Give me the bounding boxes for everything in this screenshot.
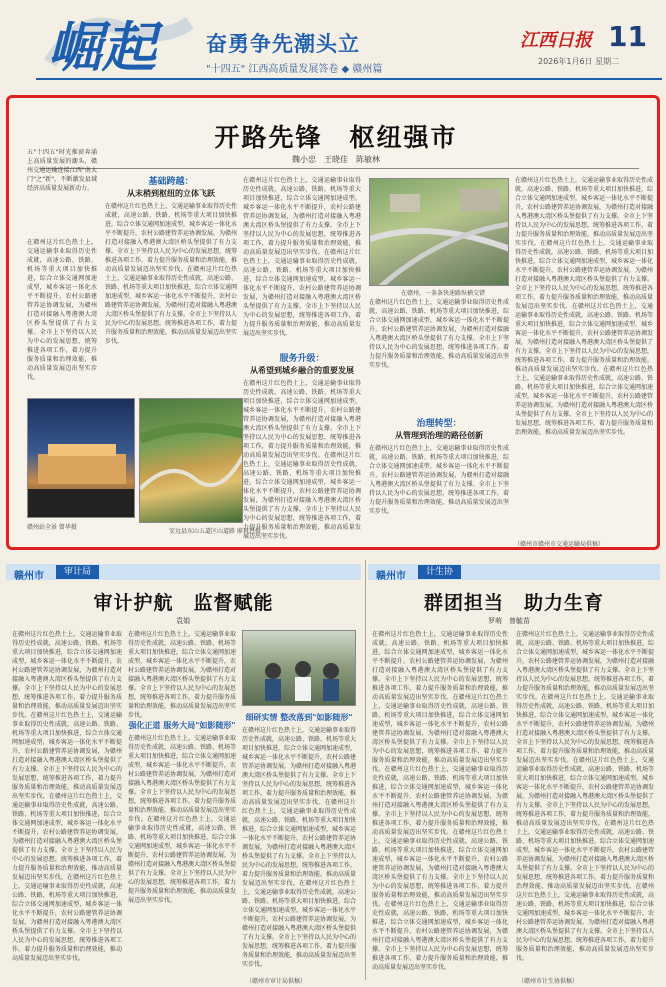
body-column-1	[105, 176, 237, 396]
masthead	[0, 0, 666, 90]
body-text: 在赣州这片红色热土上，交通运输事业取得历史性成就，高速公路、铁路、机场等重大项目加快推进，综合立体交通网加速成型，城乡客运一体化水平不断提升，农村公路建管养运协调发展，为赣州打造对接融入粤港澳大湾区桥头堡提供了有力支撑。全市上下坚持以人民为中心的发展思想，统筹推进各项工作，着力提升服务质量和治理效能，推动高质量发展迈出坚实步伐。	[516, 631, 654, 701]
body-text: 在赣州这片红色热土上，交通运输事业取得历史性成就，高速公路、铁路、机场等重大项目加快推进，综合立体交通网加速成型，城乡客运一体化水平不断提升，农村公路建管养运协调发展，为赣州打造对接融入粤港澳大湾区桥头堡提供了有力支撑。全市上下坚持以人民为中心的发展思想，统筹推进各项工作，着力提升服务质量和治理效能，推动高质量发展迈出坚实步伐。	[128, 631, 236, 719]
fp-credit: （赣州市计生协供稿）	[518, 978, 579, 985]
audit-column-3	[242, 712, 356, 982]
body-text: 在赣州这片红色热土上，交通运输事业取得历史性成就，高速公路、铁路、机场等重大项目加快推进，综合立体交通网加速成型，城乡客运一体化水平不断提升，农村公路建管养运协调发展，为赣州打造对接融入粤港澳大湾区桥头堡提供了有力支撑。全市上下坚持以人民为中心的发展思想，统筹推进各项工作，着力提升服务质量和治理效能，推动高质量发展迈出坚实步伐。	[516, 757, 654, 827]
masthead-subtitle: "十四五" 江西高质量发展答卷 ◆ 赣州篇	[206, 64, 383, 75]
brand-brush-text: 崛起	[48, 15, 156, 78]
audit-column-2	[128, 630, 236, 980]
photo-mountain-road	[139, 398, 243, 523]
body-text: 在赣州这片红色热土上，交通运输事业取得历史性成就，高速公路、铁路、机场等重大项目加快推进，综合立体交通网加速成型，城乡客运一体化水平不断提升，农村公路建管养运协调发展，为赣州打造对接融入粤港澳大湾区桥头堡提供了有力支撑。全市上下坚持以人民为中心的发展思想，统筹推进各项工作，着力提升服务质量和治理效能，推动高质量发展迈出坚实步伐。	[372, 694, 508, 773]
issue-date: 2026年1月6日 星期二	[538, 57, 620, 66]
section-subheading-1: 从末梢到枢纽的立体飞跃	[127, 189, 215, 198]
section-heading-3: 治理转型：	[416, 419, 462, 429]
body-text: 在赣州这片红色热土上，交通运输事业取得历史性成就，高速公路、铁路、机场等重大项目加快推进，综合立体交通网加速成型，城乡客运一体化水平不断提升，农村公路建管养运协调发展，为赣州打造对接融入粤港澳大湾区桥头堡提供了有力支撑。全市上下坚持以人民为中心的发展思想，统筹推进各项工作，着力提升服务质量和治理效能，推动高质量发展迈出坚实步伐。	[372, 631, 508, 701]
body-text: 在赣州这片红色热土上，交通运输事业取得历史性成就，高速公路、铁路、机场等重大项目加快推进，综合立体交通网加速成型，城乡客运一体化水平不断提升，农村公路建管养运协调发展，为赣州打造对接融入粤港澳大湾区桥头堡提供了有力支撑。全市上下坚持以人民为中心的发展思想，统筹推进各项工作，着力提升服务质量和治理效能，推动高质量发展迈出坚实步伐。	[242, 799, 356, 887]
body-column-5	[369, 418, 509, 543]
body-text: 在赣州这片红色热土上，交通运输事业取得历史性成就，高速公路、铁路、机场等重大项目加快推进，综合立体交通网加速成型，城乡客运一体化水平不断提升，农村公路建管养运协调发展，为赣州打造对接融入粤港澳大湾区桥头堡提供了有力支撑。全市上下坚持以人民为中心的发展思想，统筹推进各项工作，着力提升服务质量和治理效能，推动高质量发展迈出坚实步伐。	[12, 712, 122, 800]
caption-highway: 在赣州，一条条快速路纵横交错	[401, 290, 486, 297]
body-text: 在赣州这片红色热土上，交通运输事业取得历史性成就，高速公路、铁路、机场等重大项目加快推进，综合立体交通网加速成型，城乡客运一体化水平不断提升，农村公路建管养运协调发展，为赣州打造对接融入粤港澳大湾区桥头堡提供了有力支撑。全市上下坚持以人民为中心的发展思想，统筹推进各项工作，着力提升服务质量和治理效能，推动高质量发展迈出坚实步伐。	[243, 177, 361, 256]
body-text: 在赣州这片红色热土上，交通运输事业取得历史性成就，高速公路、铁路、机场等重大项目加快推进，综合立体交通网加速成型，城乡客运一体化水平不断提升，农村公路建管养运协调发展，为赣州打造对接融入粤港澳大湾区桥头堡提供了有力支撑。全市上下坚持以人民为中心的发展思想，统筹推进各项工作，着力提升服务质量和治理效能，推动高质量发展迈出坚实步伐。	[242, 727, 356, 806]
body-text: 在赣州这片红色热土上，交通运输事业取得历史性成就，高速公路、铁路、机场等重大项目加快推进，综合立体交通网加速成型，城乡客运一体化水平不断提升，农村公路建管养运协调发展，为赣州打造对接融入粤港澳大湾区桥头堡提供了有力支撑。全市上下坚持以人民为中心的发展思想，统筹推进各项工作，着力提升服务质量和治理效能，推动高质量发展迈出坚实步伐。	[105, 266, 237, 345]
body-text: 在赣州这片红色热土上，交通运输事业取得历史性成就，高速公路、铁路、机场等重大项目加快推进，综合立体交通网加速成型，城乡客运一体化水平不断提升，农村公路建管养运协调发展，为赣州打造对接融入粤港澳大湾区桥头堡提供了有力支撑。全市上下坚持以人民为中心的发展思想，统筹推进各项工作，着力提升服务质量和治理效能，推动高质量发展迈出坚实步伐。	[242, 880, 356, 968]
headline-rule	[39, 168, 639, 169]
section-subheading-2: 从希望到城乡融合的重要发展	[250, 366, 354, 375]
body-text: 在赣州这片红色热土上，交通运输事业取得历史性成就，高速公路、铁路、机场等重大项目加快推进，综合立体交通网加速成型，城乡客运一体化水平不断提升，农村公路建管养运协调发展，为赣州打造对接融入粤港澳大湾区桥头堡提供了有力支撑。全市上下坚持以人民为中心的发展思想，统筹推进各项工作，着力提升服务质量和治理效能，推动高质量发展迈出坚实步伐。	[12, 793, 122, 881]
body-text: 在赣州这片红色热土上，交通运输事业取得历史性成就，高速公路、铁路、机场等重大项目加快推进，综合立体交通网加速成型，城乡客运一体化水平不断提升，农村公路建管养运协调发展，为赣州打造对接融入粤港澳大湾区桥头堡提供了有力支撑。全市上下坚持以人民为中心的发展思想，统筹推进各项工作，着力提升服务质量和治理效能，推动高质量发展迈出坚实步伐。	[516, 883, 654, 962]
body-text: 在赣州这片红色热土上，交通运输事业取得历史性成就，高速公路、铁路、机场等重大项目加快推进，综合立体交通网加速成型，城乡客运一体化水平不断提升，农村公路建管养运协调发展，为赣州打造对接融入粤港澳大湾区桥头堡提供了有力支撑。全市上下坚持以人民为中心的发展思想，统筹推进各项工作，着力提升服务质量和治理效能，推动高质量发展迈出坚实步伐。	[12, 631, 122, 719]
column-divider	[365, 560, 366, 980]
body-text: 在赣州这片红色热土上，交通运输事业取得历史性成就，高速公路、铁路、机场等重大项目加快推进，综合立体交通网加速成型，城乡客运一体化水平不断提升，农村公路建管养运协调发展，为赣州打造对接融入粤港澳大湾区桥头堡提供了有力支撑。全市上下坚持以人民为中心的发展思想，统筹推进各项工作，着力提升服务质量和治理效能，推动高质量发展迈出坚实步伐。	[243, 249, 361, 337]
caption-mountain: 安远县东山五道区山道路 廖祝恩摄	[169, 528, 261, 535]
audit-subhead-2: 细研实情 整改落到"如影随形"	[245, 713, 353, 722]
audit-credit: （赣州市审计局供稿）	[246, 978, 307, 985]
photo-audit-meeting	[242, 630, 356, 706]
body-text: 在赣州这片红色热土上，交通运输事业取得历史性成就，高速公路、铁路、机场等重大项目加快推进，综合立体交通网加速成型，城乡客运一体化水平不断提升，农村公路建管养运协调发展，为赣州打造对接融入粤港澳大湾区桥头堡提供了有力支撑。全市上下坚持以人民为中心的发展思想，统筹推进各项工作，着力提升服务质量和治理效能，推动高质量发展迈出坚实步伐。	[27, 239, 97, 381]
section-label: 赣州市	[14, 571, 44, 582]
section-heading-1: 基础跨越：	[148, 177, 194, 187]
department-tag-right: 计生协	[418, 565, 461, 579]
body-text: 在赣州这片红色热土上，交通运输事业取得历史性成就，高速公路、铁路、机场等重大项目加快推进，综合立体交通网加速成型，城乡客运一体化水平不断提升，农村公路建管养运协调发展，为赣州打造对接融入粤港澳大湾区桥头堡提供了有力支撑。全市上下坚持以人民为中心的发展思想，统筹推进各项工作，着力提升服务质量和治理效能，推动高质量发展迈出坚实步伐。	[515, 366, 653, 436]
body-text: 在赣州这片红色热土上，交通运输事业取得历史性成就，高速公路、铁路、机场等重大项目加快推进，综合立体交通网加速成型，城乡客运一体化水平不断提升，农村公路建管养运协调发展，为赣州打造对接融入粤港澳大湾区桥头堡提供了有力支撑。全市上下坚持以人民为中心的发展思想，统筹推进各项工作，着力提升服务质量和治理效能，推动高质量发展迈出坚实步伐。	[372, 829, 508, 908]
newspaper-logo: 江西日报	[520, 30, 592, 51]
body-text: 在赣州这片红色热土上，交通运输事业取得历史性成就，高速公路、铁路、机场等重大项目加快推进，综合立体交通网加速成型，城乡客运一体化水平不断提升，农村公路建管养运协调发展，为赣州打造对接融入粤港澳大湾区桥头堡提供了有力支撑。全市上下坚持以人民为中心的发展思想，统筹推进各项工作，着力提升服务质量和治理效能，推动高质量发展迈出坚实步伐。	[515, 177, 653, 247]
body-column-4	[369, 298, 509, 418]
fp-column-2	[516, 630, 654, 972]
body-text: 在赣州这片红色热土上，交通运输事业取得历史性成就，高速公路、铁路、机场等重大项目加快推进，综合立体交通网加速成型，城乡客运一体化水平不断提升，农村公路建管养运协调发展，为赣州打造对接融入粤港澳大湾区桥头堡提供了有力支撑。全市上下坚持以人民为中心的发展思想，统筹推进各项工作，着力提升服务质量和治理效能，推动高质量发展迈出坚实步伐。	[516, 820, 654, 890]
section-subheading-3: 从管理到治理的路径创新	[395, 431, 483, 440]
audit-subhead-1: 强化正道 服务大局"如影随形"	[128, 721, 236, 730]
body-text: 在赣州这片红色热土上，交通运输事业取得历史性成就，高速公路、铁路、机场等重大项目加快推进，综合立体交通网加速成型，城乡客运一体化水平不断提升，农村公路建管养运协调发展，为赣州打造对接融入粤港澳大湾区桥头堡提供了有力支撑。全市上下坚持以人民为中心的发展思想，统筹推进各项工作，着力提升服务质量和治理效能，推动高质量发展迈出坚实步伐。	[369, 299, 509, 369]
page-number: 11	[608, 20, 647, 53]
masthead-title: 奋勇争先潮头立	[206, 31, 360, 56]
body-column-2	[243, 176, 361, 351]
section-band-right	[368, 564, 660, 580]
caption-station: 赣州站全景 曾华摄	[27, 524, 77, 531]
feature-article[interactable]	[6, 95, 660, 550]
lead-text: 五"十四五"时光推窗奔涌上高质量发展的潮头，赣州交通运输连接江西"南大门"之"新"，不断激发县域经济高质量发展新动力。	[27, 149, 97, 192]
family-planning-article[interactable]	[368, 556, 660, 987]
section-heading-2: 服务升级：	[279, 354, 325, 364]
body-text: 在赣州这片红色热土上，交通运输事业取得历史性成就，高速公路、铁路、机场等重大项目加快推进，综合立体交通网加速成型，城乡客运一体化水平不断提升，农村公路建管养运协调发展，为赣州打造对接融入粤港澳大湾区桥头堡提供了有力支撑。全市上下坚持以人民为中心的发展思想，统筹推进各项工作，着力提升服务质量和治理效能，推动高质量发展迈出坚实步伐。	[12, 874, 122, 962]
body-text: 在赣州这片红色热土上，交通运输事业取得历史性成就，高速公路、铁路、机场等重大项目加快推进，综合立体交通网加速成型，城乡客运一体化水平不断提升，农村公路建管养运协调发展，为赣州打造对接融入粤港澳大湾区桥头堡提供了有力支撑。全市上下坚持以人民为中心的发展思想，统筹推进各项工作，着力提升服务质量和治理效能，推动高质量发展迈出坚实步伐。	[128, 735, 236, 823]
body-text: 在赣州这片红色热土上，交通运输事业取得历史性成就，高速公路、铁路、机场等重大项目加快推进，综合立体交通网加速成型，城乡客运一体化水平不断提升，农村公路建管养运协调发展，为赣州打造对接融入粤港澳大湾区桥头堡提供了有力支撑。全市上下坚持以人民为中心的发展思想，统筹推进各项工作，着力提升服务质量和治理效能，推动高质量发展迈出坚实步伐。	[105, 203, 237, 273]
audit-article[interactable]	[6, 556, 361, 987]
department-tag: 审计局	[56, 565, 99, 579]
photo-highway	[369, 178, 509, 286]
masthead-rule	[36, 78, 662, 80]
feature-credit: （赣州市赣州市交通运输局供稿）	[514, 541, 605, 548]
audit-column-1	[12, 630, 122, 980]
body-text: 在赣州这片红色热土上，交通运输事业取得历史性成就，高速公路、铁路、机场等重大项目加快推进，综合立体交通网加速成型，城乡客运一体化水平不断提升，农村公路建管养运协调发展，为赣州打造对接融入粤港澳大湾区桥头堡提供了有力支撑。全市上下坚持以人民为中心的发展思想，统筹推进各项工作，着力提升服务质量和治理效能，推动高质量发展迈出坚实步伐。	[372, 901, 508, 971]
family-planning-headline: 群团担当 助力生育	[423, 592, 604, 614]
fp-column-1	[372, 630, 508, 980]
feature-byline: 魏小忠 王晓佳 陈敏林	[292, 155, 380, 164]
body-text: 在赣州这片红色热土上，交通运输事业取得历史性成就，高速公路、铁路、机场等重大项目加快推进，综合立体交通网加速成型，城乡客运一体化水平不断提升，农村公路建管养运协调发展，为赣州打造对接融入粤港澳大湾区桥头堡提供了有力支撑。全市上下坚持以人民为中心的发展思想，统筹推进各项工作，着力提升服务质量和治理效能，推动高质量发展迈出坚实步伐。	[516, 694, 654, 764]
body-text: 在赣州这片红色热土上，交通运输事业取得历史性成就，高速公路、铁路、机场等重大项目加快推进，综合立体交通网加速成型，城乡客运一体化水平不断提升，农村公路建管养运协调发展，为赣州打造对接融入粤港澳大湾区桥头堡提供了有力支撑。全市上下坚持以人民为中心的发展思想，统筹推进各项工作，着力提升服务质量和治理效能，推动高质量发展迈出坚实步伐。	[243, 380, 361, 459]
body-column-0	[27, 238, 97, 408]
feature-headline: 开路先锋 枢纽强市	[214, 123, 458, 152]
photo-ganzhou-station	[27, 398, 135, 518]
body-column-2b	[243, 353, 361, 543]
body-text: 在赣州这片红色热土上，交通运输事业取得历史性成就，高速公路、铁路、机场等重大项目加快推进，综合立体交通网加速成型，城乡客运一体化水平不断提升，农村公路建管养运协调发展，为赣州打造对接融入粤港澳大湾区桥头堡提供了有力支撑。全市上下坚持以人民为中心的发展思想，统筹推进各项工作，着力提升服务质量和治理效能，推动高质量发展迈出坚实步伐。	[515, 303, 653, 373]
family-planning-byline: 罗萌 曾毓苗	[488, 617, 530, 625]
body-text: 在赣州这片红色热土上，交通运输事业取得历史性成就，高速公路、铁路、机场等重大项目加快推进，综合立体交通网加速成型，城乡客运一体化水平不断提升，农村公路建管养运协调发展，为赣州打造对接融入粤港澳大湾区桥头堡提供了有力支撑。全市上下坚持以人民为中心的发展思想，统筹推进各项工作，着力提升服务质量和治理效能，推动高质量发展迈出坚实步伐。	[128, 816, 236, 904]
body-text: 在赣州这片红色热土上，交通运输事业取得历史性成就，高速公路、铁路、机场等重大项目加快推进，综合立体交通网加速成型，城乡客运一体化水平不断提升，农村公路建管养运协调发展，为赣州打造对接融入粤港澳大湾区桥头堡提供了有力支撑。全市上下坚持以人民为中心的发展思想，统筹推进各项工作，着力提升服务质量和治理效能，推动高质量发展迈出坚实步伐。	[372, 766, 508, 836]
body-column-3	[515, 176, 653, 536]
body-text: 在赣州这片红色热土上，交通运输事业取得历史性成就，高速公路、铁路、机场等重大项目加快推进，综合立体交通网加速成型，城乡客运一体化水平不断提升，农村公路建管养运协调发展，为赣州打造对接融入粤港澳大湾区桥头堡提供了有力支撑。全市上下坚持以人民为中心的发展思想，统筹推进各项工作，着力提升服务质量和治理效能，推动高质量发展迈出坚实步伐。	[369, 445, 509, 515]
audit-headline: 审计护航 监督赋能	[93, 592, 274, 614]
section-label-right: 赣州市	[376, 571, 406, 582]
brush-title-graphic	[40, 8, 200, 78]
body-text: 在赣州这片红色热土上，交通运输事业取得历史性成就，高速公路、铁路、机场等重大项目加快推进，综合立体交通网加速成型，城乡客运一体化水平不断提升，农村公路建管养运协调发展，为赣州打造对接融入粤港澳大湾区桥头堡提供了有力支撑。全市上下坚持以人民为中心的发展思想，统筹推进各项工作，着力提升服务质量和治理效能，推动高质量发展迈出坚实步伐。	[515, 240, 653, 310]
audit-byline: 袁娟	[176, 617, 190, 625]
body-text: 在赣州这片红色热土上，交通运输事业取得历史性成就，高速公路、铁路、机场等重大项目加快推进，综合立体交通网加速成型，城乡客运一体化水平不断提升，农村公路建管养运协调发展，为赣州打造对接融入粤港澳大湾区桥头堡提供了有力支撑。全市上下坚持以人民为中心的发展思想，统筹推进各项工作，着力提升服务质量和治理效能，推动高质量发展迈出坚实步伐。	[243, 452, 361, 540]
